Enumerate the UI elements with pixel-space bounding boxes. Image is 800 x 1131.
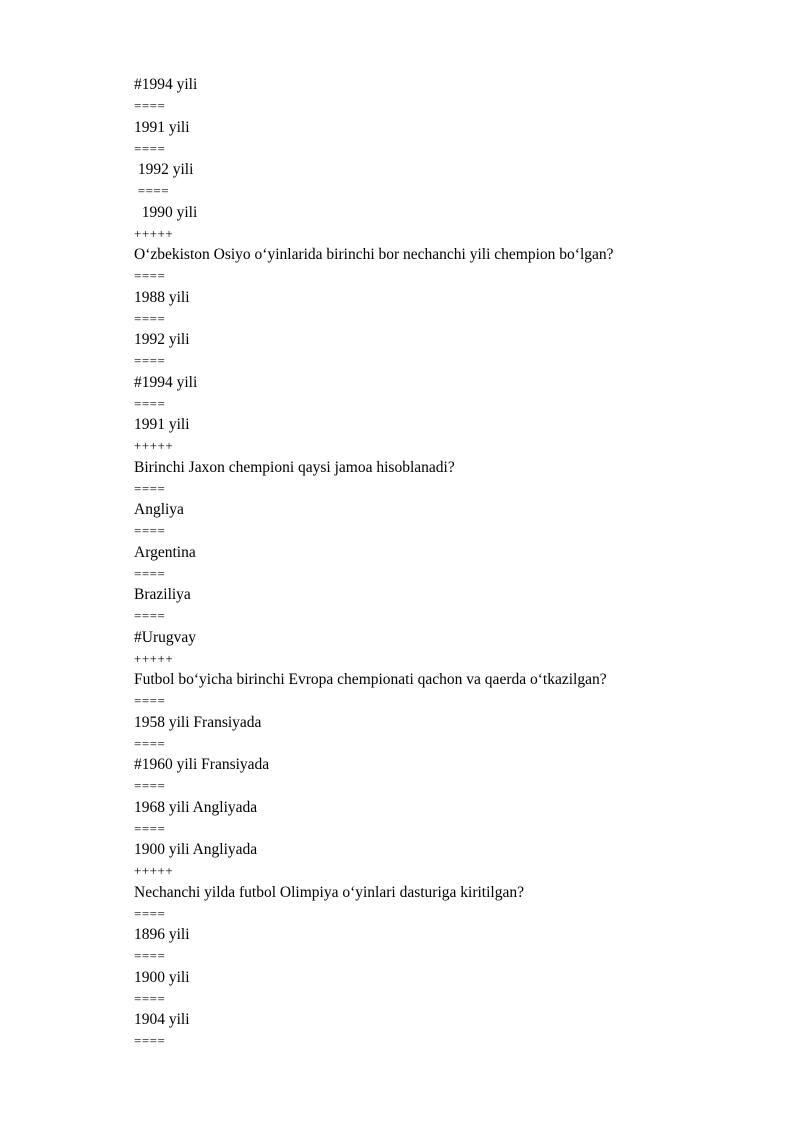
separator: ==== bbox=[134, 608, 166, 624]
answer-option: #Urugvay bbox=[134, 628, 196, 646]
answer-option: 1988 yili bbox=[134, 288, 190, 306]
answer-option: 1900 yili bbox=[134, 968, 190, 986]
answer-option: 1991 yili bbox=[134, 416, 190, 433]
question-text: Birinchi Jaxon chempioni qaysi jamoa hisoblanadi? bbox=[134, 458, 455, 476]
separator: ==== bbox=[134, 353, 166, 369]
separator: ==== bbox=[134, 778, 166, 794]
separator: ==== bbox=[134, 310, 166, 326]
separator: ==== bbox=[134, 735, 166, 751]
answer-option: #1994 yili bbox=[134, 76, 198, 93]
question-separator: +++++ bbox=[134, 650, 174, 666]
question-text: O‘zbekiston Osiyo o‘yinlarida birinchi bor nechanchi yili chempion bo‘lgan? bbox=[134, 246, 614, 263]
answer-option: #1960 yili Fransiyada bbox=[134, 756, 270, 773]
answer-option: 1958 yili Fransiyada bbox=[134, 713, 262, 731]
separator: ==== bbox=[134, 480, 166, 496]
answer-option: 1904 yili bbox=[134, 1011, 190, 1028]
separator: ==== bbox=[134, 693, 166, 709]
answer-option: 1992 yili bbox=[134, 331, 190, 348]
answer-option: 1990 yili bbox=[134, 203, 198, 221]
separator: ==== bbox=[134, 395, 166, 411]
answer-option: 1992 yili bbox=[134, 161, 194, 178]
question-separator: +++++ bbox=[134, 438, 174, 454]
answer-option: 1896 yili bbox=[134, 926, 190, 943]
separator: ==== bbox=[134, 98, 166, 114]
document-page bbox=[134, 74, 754, 1052]
question-separator: +++++ bbox=[134, 225, 174, 241]
separator: ==== bbox=[134, 268, 166, 284]
separator: ==== bbox=[134, 183, 170, 199]
answer-option: Argentina bbox=[134, 543, 196, 561]
question-text: Futbol bo‘yicha birinchi Evropa chempionati qachon va qaerda o‘tkazilgan? bbox=[134, 671, 607, 688]
answer-option: 1991 yili bbox=[134, 118, 190, 136]
separator: ==== bbox=[134, 905, 166, 921]
separator: ==== bbox=[134, 523, 166, 539]
answer-option: 1900 yili Angliyada bbox=[134, 841, 258, 858]
separator: ==== bbox=[134, 565, 166, 581]
separator: ==== bbox=[134, 948, 166, 964]
answer-option: Angliya bbox=[134, 501, 184, 518]
question-text: Nechanchi yilda futbol Olimpiya o‘yinlari dasturiga kiritilgan? bbox=[134, 883, 524, 901]
answer-option: 1968 yili Angliyada bbox=[134, 798, 258, 816]
separator: ==== bbox=[134, 1033, 166, 1049]
answer-option: #1994 yili bbox=[134, 373, 198, 391]
separator: ==== bbox=[134, 990, 166, 1006]
separator: ==== bbox=[134, 820, 166, 836]
question-separator: +++++ bbox=[134, 863, 174, 879]
separator: ==== bbox=[134, 140, 166, 156]
answer-option: Braziliya bbox=[134, 586, 191, 603]
